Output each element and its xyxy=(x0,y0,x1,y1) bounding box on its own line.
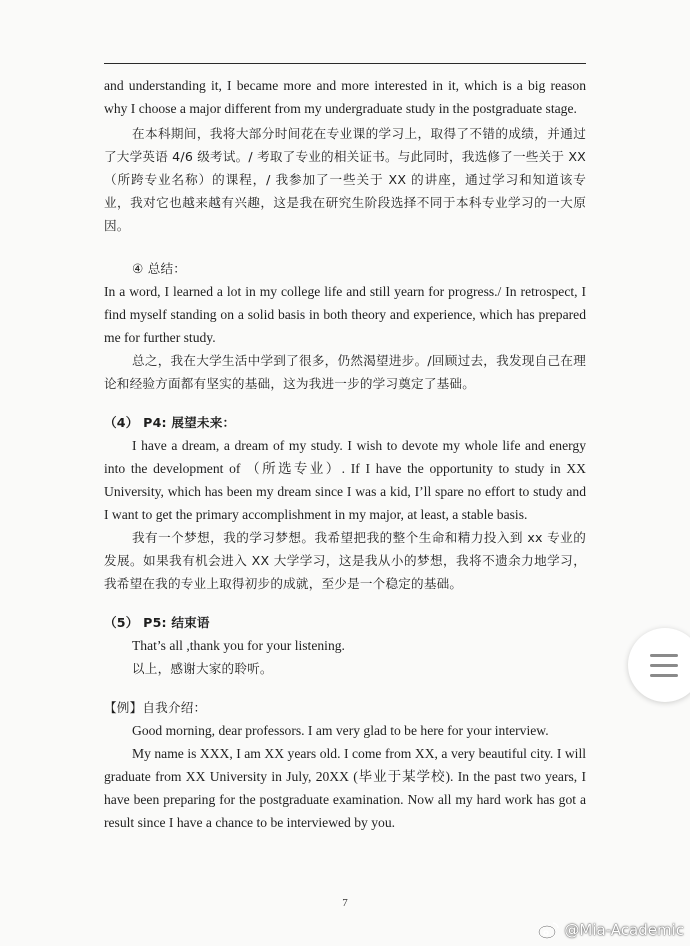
summary-en: In a word, I learned a lot in my college life and still yearn for progress./ In retrospect, I find myself standing on a solid basis in both theory and experience, which has prepared me for further study. xyxy=(104,284,586,345)
watermark xyxy=(538,919,684,941)
example-en-2: My name is XXX, I am XX years old. I come from XX, a very beautiful city. I will graduate from XX University in July, 20XX (毕业于某学校). In the past two years, I have been preparing for the postgraduate examination. Now all my hard work has got a result since I have a chance to be interviewed by you. xyxy=(104,746,586,830)
closing-zh: 以上，感谢大家的聆听。 xyxy=(132,661,273,676)
summary-heading: ④ 总结： xyxy=(132,261,187,276)
outlook-heading: （4） P4: 展望未来： xyxy=(104,415,236,430)
watermark-text: @Mia-Academic xyxy=(564,921,684,939)
header-rule xyxy=(104,63,586,64)
page-number: 7 xyxy=(342,897,348,909)
paragraph-continued-zh: 在本科期间，我将大部分时间花在专业课的学习上，取得了不错的成绩，并通过了大学英语 4/6 级考试。/ 考取了专业的相关证书。与此同时，我选修了一些关于 XX（所跨专业名称）的课程，/ 我参加了一些关于 XX 的讲座，通过学习和知道该专业，我对它也越来越有兴趣，这是我在研究生阶段选择不同于本科专业学习的一大原因。 xyxy=(104,126,586,233)
page-content xyxy=(104,74,586,834)
menu-lines-icon xyxy=(650,664,678,667)
paragraph-continued: and understanding it, I became more and more interested in it, which is a big reason why I choose a major different from my undergraduate study in the postgraduate stage. xyxy=(104,78,586,116)
menu-lines-icon xyxy=(650,654,678,657)
outlook-en: I have a dream, a dream of my study. I wish to devote my whole life and energy into the development of （所选专业）. If I have the opportunity to study in XX University, which has been my dream since I was a kid, I’ll spare no effort to study and I want to get the primary accomplishment in my major, at least, a stable basis. xyxy=(104,438,586,522)
example-heading: 【例】自我介绍： xyxy=(104,700,207,715)
menu-lines-icon xyxy=(650,674,678,677)
closing-en: That’s all ,thank you for your listening. xyxy=(132,638,345,653)
weibo-icon xyxy=(538,921,560,939)
closing-heading: （5） P5: 结束语 xyxy=(104,615,210,630)
example-en-1: Good morning, dear professors. I am very glad to be here for your interview. xyxy=(132,723,549,738)
outlook-zh: 我有一个梦想，我的学习梦想。我希望把我的整个生命和精力投入到 xx 专业的发展。如果我有机会进入 XX 大学学习，这是我从小的梦想，我将不遗余力地学习，我希望在我的专业上取得初步的成就，至少是一个稳定的基础。 xyxy=(104,530,586,591)
summary-zh: 总之，我在大学生活中学到了很多，仍然渴望进步。/回顾过去，我发现自己在理论和经验方面都有坚实的基础，这为我进一步的学习奠定了基础。 xyxy=(104,353,586,391)
